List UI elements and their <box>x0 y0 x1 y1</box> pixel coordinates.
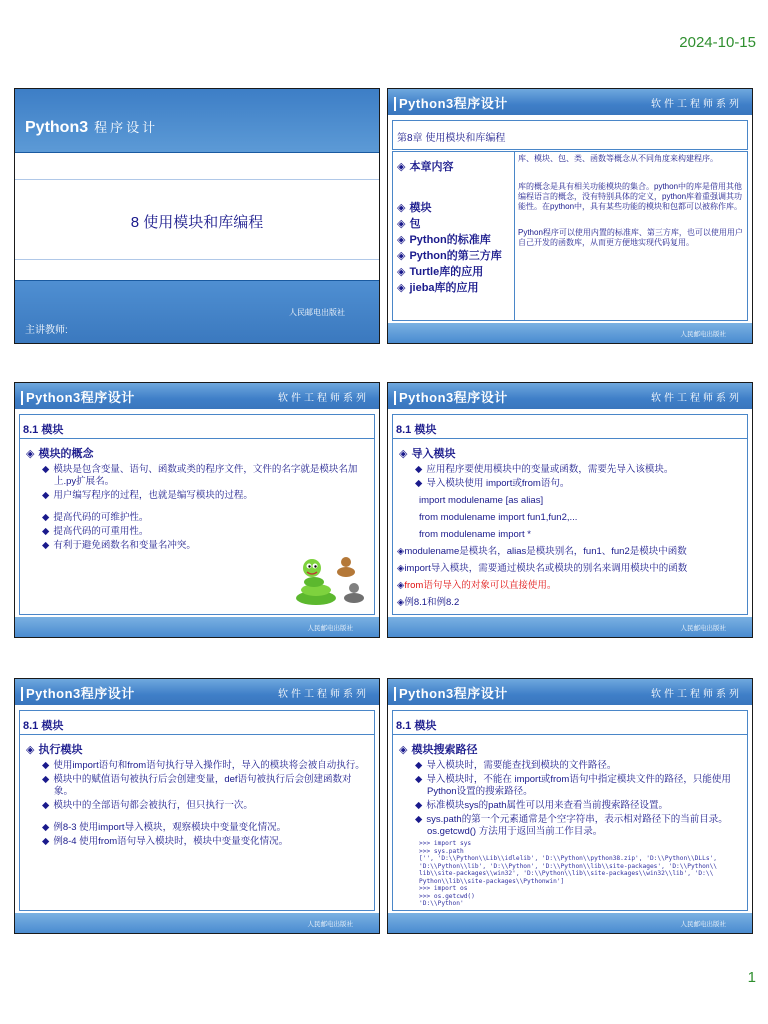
slide-search-path[interactable] <box>387 678 753 934</box>
note: ◈modulename是模块名，alias是模块别名，fun1、fun2是模块中函数 <box>397 546 687 557</box>
bullet: ◆ 模块中的全部语句都会被执行，但只执行一次。 <box>42 800 253 811</box>
chapter-title: 8 使用模块和库编程 <box>130 214 264 231</box>
heading: ◈ 导入模块 <box>399 448 456 460</box>
diamond-icon: ◈ <box>397 597 405 608</box>
diamond-icon: ◈ <box>397 218 406 230</box>
code-line: from modulename import fun1,fun2,... <box>419 512 578 523</box>
toc-table <box>392 151 748 321</box>
toc-paragraph: Python程序可以使用内置的标准库、第三方库，也可以使用用户自己开发的函数库，从而更方便地实现代码复用。 <box>518 228 743 247</box>
bullet: ◆ 导入模块使用 import或from语句。 <box>415 478 570 489</box>
note: ◈from语句导入的对象可以直接使用。 <box>397 580 557 591</box>
slide-footer: 人民邮电出版社 <box>388 913 752 933</box>
bullet: ◆ 模块中的赋值语句被执行后会创建变量，def语句被执行后会创建函数对象。 <box>42 774 352 797</box>
diamond-icon: ◈ <box>397 266 406 278</box>
diamond-icon: ◆ <box>42 800 50 811</box>
section-title: 8.1 模块 <box>20 711 374 735</box>
diamond-icon: ◈ <box>397 563 405 574</box>
heading: ◈ 执行模块 <box>26 744 83 756</box>
slide-header: Python3程序设计 软件工程师系列 <box>388 383 752 409</box>
diamond-icon: ◈ <box>399 448 408 460</box>
toc-item[interactable]: ◈ jieba库的应用 <box>397 282 479 294</box>
slide-toc[interactable] <box>387 88 753 344</box>
section-title: 8.1 模块 <box>20 415 374 439</box>
page-number: 1 <box>747 969 756 986</box>
slide-module-concept[interactable] <box>14 382 380 638</box>
bullet: ◆ 使用import语句和from语句执行导入操作时，导入的模块将会被自动执行。 <box>42 760 365 771</box>
diamond-icon: ◈ <box>397 202 406 214</box>
section-title: 8.1 模块 <box>393 711 747 735</box>
diamond-icon: ◈ <box>397 250 406 262</box>
note: ◈例8.1和例8.2 <box>397 597 460 608</box>
bullet: ◆ 导入模块时，不能在 import或from语句中指定模块文件的路径，只能使用Python设置的搜索路径。 <box>415 774 731 797</box>
date-label: 2024-10-15 <box>679 34 756 51</box>
chapter-box: 第8章 使用模块和库编程 <box>392 120 748 150</box>
slide-title[interactable] <box>14 88 380 344</box>
toc-item[interactable]: ◈ Python的第三方库 <box>397 250 502 262</box>
slide-execute-module[interactable] <box>14 678 380 934</box>
toc-item[interactable]: ◈ 模块 <box>397 202 432 214</box>
diamond-icon: ◆ <box>415 774 423 785</box>
diamond-icon: ◆ <box>42 512 50 523</box>
toc-item[interactable]: ◈ Turtle库的应用 <box>397 266 484 278</box>
bullet: ◆ 模块是包含变量、语句、函数或类的程序文件，文件的名字就是模块名加上.py扩展名。 <box>42 464 358 487</box>
bullet: ◆ 提高代码的可维护性。 <box>42 512 149 523</box>
diamond-icon: ◈ <box>399 744 408 756</box>
bullet: ◆ 例8-3 使用import导入模块，观察模块中变量变化情况。 <box>42 822 287 833</box>
bullet: ◆ 提高代码的可重用性。 <box>42 526 149 537</box>
diamond-icon: ◈ <box>397 580 405 591</box>
title-banner <box>15 89 379 153</box>
slide-header: Python3程序设计 软件工程师系列 <box>388 679 752 705</box>
diamond-icon: ◆ <box>415 760 423 771</box>
slide-header: Python3程序设计 软件工程师系列 <box>15 679 379 705</box>
diamond-icon: ◈ <box>397 546 405 557</box>
heading: ◈ 模块搜索路径 <box>399 744 478 756</box>
diamond-icon: ◆ <box>415 478 423 489</box>
diamond-icon: ◆ <box>42 490 50 501</box>
diamond-icon: ◈ <box>397 161 406 173</box>
section-title: 8.1 模块 <box>393 415 747 439</box>
diamond-icon: ◆ <box>415 814 423 825</box>
slide-footer: 人民邮电出版社 <box>15 913 379 933</box>
title-footer <box>15 281 379 344</box>
diamond-icon: ◈ <box>26 448 35 460</box>
diamond-icon: ◆ <box>42 836 50 847</box>
diamond-icon: ◆ <box>42 464 50 475</box>
slide-footer: 人民邮电出版社 <box>15 617 379 637</box>
bullet: ◆ 用户编写程序的过程，也就是编写模块的过程。 <box>42 490 253 501</box>
diamond-icon: ◆ <box>42 760 50 771</box>
slide-header: Python3程序设计 软件工程师系列 <box>388 89 752 115</box>
bullet: ◆ 有利于避免函数名和变量名冲突。 <box>42 540 196 551</box>
diamond-icon: ◈ <box>397 234 406 246</box>
slide-footer: 人民邮电出版社 <box>388 617 752 637</box>
note: ◈import导入模块，需要通过模块名或模块的别名来调用模块中的函数 <box>397 563 688 574</box>
bullet: ◆ 导入模块时，需要能查找到模块的文件路径。 <box>415 760 617 771</box>
diamond-icon: ◆ <box>42 526 50 537</box>
diamond-icon: ◈ <box>397 282 406 294</box>
bullet: ◆ 应用程序要使用模块中的变量或函数，需要先导入该模块。 <box>415 464 674 475</box>
diamond-icon: ◆ <box>42 540 50 551</box>
title-band <box>15 153 379 281</box>
code-line: import modulename [as alias] <box>419 495 544 506</box>
code-line: from modulename import * <box>419 529 531 540</box>
slide-header: Python3程序设计 软件工程师系列 <box>15 383 379 409</box>
diamond-icon: ◆ <box>415 800 423 811</box>
diamond-icon: ◆ <box>42 774 50 785</box>
toc-item[interactable]: ◈ Python的标准库 <box>397 234 491 246</box>
course-title: Python3 程序设计 <box>25 119 159 136</box>
diamond-icon: ◆ <box>415 464 423 475</box>
toc-paragraph: 库的概念是具有相关功能模块的集合。python中的库是借用其他编程语言的概念，没有特别具体的定义，python库着重强调其功能性。在python中，具有某些功能的模块和包都可以被称作库。 <box>518 182 743 211</box>
diamond-icon: ◆ <box>42 822 50 833</box>
toc-paragraph: 库、模块、包、类、函数等概念从不同角度来构建程序。 <box>518 154 718 163</box>
slide-import-module[interactable] <box>387 382 753 638</box>
snake-illustration-icon <box>290 550 366 608</box>
toc-heading: ◈ 本章内容 <box>397 161 454 173</box>
heading: ◈ 模块的概念 <box>26 448 94 460</box>
bullet: ◆ 标准模块sys的path属性可以用来查看当前搜索路径设置。 <box>415 800 669 811</box>
publisher-label: 人民邮电出版社 <box>289 308 345 317</box>
teacher-label: 主讲教师: <box>25 325 68 336</box>
bullet: ◆ 例8-4 使用from语句导入模块时，模块中变量变化情况。 <box>42 836 289 847</box>
diamond-icon: ◈ <box>26 744 35 756</box>
code-block: >>> import sys >>> sys.path ['', 'D:\\Python\\Lib\\idlelib', 'D:\\Python\\python38.zip', 'D:\\Python\\DLLs', 'D:\\Python\\lib', 'D:\\Python', 'D:\\Python\\lib\\site-packages', 'D:\\Python\\ lib\\site-packages\\win32', 'D:\\Python\\lib\\site-packages\\win32\\lib', 'D:\\ Python\\lib\\site-packages\\Pythonwin'] >>> import os >>> os.getcwd() 'D:\\Python' <box>419 840 718 907</box>
toc-item[interactable]: ◈ 包 <box>397 218 421 230</box>
bullet: ◆ sys.path的第一个元素通常是个空字符串，表示相对路径下的当前目录。os.getcwd() 方法用于返回当前工作目录。 <box>415 814 728 837</box>
slide-footer: 人民邮电出版社 <box>388 323 752 343</box>
